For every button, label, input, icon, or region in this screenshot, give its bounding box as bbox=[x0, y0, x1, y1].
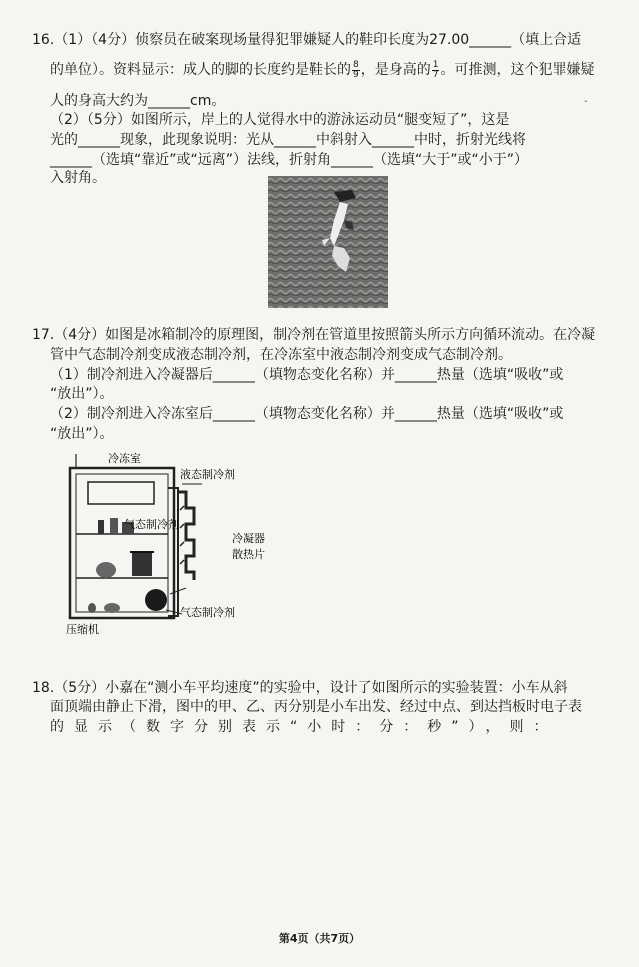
label-gas-refrigerant-top: 气态制冷剂 bbox=[124, 518, 179, 531]
q18-line2: 面顶端由静止下滑，图中的甲、乙、丙分别是小车出发、经过中点、到达挡板时电子表 bbox=[50, 699, 582, 715]
q16-line2 bbox=[50, 60, 594, 80]
q17-line5: （2）制冷剂进入冷冻室后______（填物态变化名称）并______热量（选填“吸收”或 bbox=[50, 406, 564, 422]
q16-line1: 16.（1）（4分）侦察员在破案现场量得犯罪嫌疑人的鞋印长度为27.00______（填上合适 bbox=[32, 32, 582, 48]
q16-line6: ______（选填“靠近”或“远离”）法线，折射角______（选填“大于”或“小于”） bbox=[50, 152, 529, 168]
label-gas-refrigerant-bottom: 气态制冷剂 bbox=[180, 606, 235, 619]
q16-line3: 人的身高大约为______cm。 bbox=[50, 93, 226, 109]
q16-line2-text-b: ，是身高的 bbox=[360, 62, 431, 78]
label-heat-sink: 散热片 bbox=[232, 548, 265, 561]
label-compressor: 压缩机 bbox=[66, 623, 99, 636]
q17-line1: 17.（4分）如图是冰箱制冷的原理图，制冷剂在管道里按照箭头所示方向循环流动。在冷凝 bbox=[32, 327, 596, 343]
label-freezer: 冷冻室 bbox=[108, 452, 141, 465]
q16-line7: 入射角。 bbox=[50, 170, 106, 186]
q16-line5: 光的______现象，此现象说明：光从______中斜射入______中时，折射光线将 bbox=[50, 132, 526, 148]
stray-mark: - bbox=[584, 96, 588, 107]
page-footer: 第4页（共7页） bbox=[278, 932, 361, 945]
q17-line2: 管中气态制冷剂变成液态制冷剂，在冷冻室中液态制冷剂变成气态制冷剂。 bbox=[50, 347, 512, 363]
q17-line3: （1）制冷剂进入冷凝器后______（填物态变化名称）并______热量（选填“吸收”或 bbox=[50, 367, 564, 383]
q18-line3: 的显示（数字分别表示“小时：分：秒”），则： bbox=[50, 719, 558, 735]
q16-line4: （2）（5分）如图所示，岸上的人觉得水中的游泳运动员“腿变短了”，这是 bbox=[50, 112, 510, 128]
q18-line1: 18.（5分）小嘉在“测小车平均速度”的实验中，设计了如图所示的实验装置：小车从斜 bbox=[32, 680, 568, 696]
fridge-diagram bbox=[62, 448, 302, 638]
fraction-1-7: $\frac{1}{7}$ bbox=[432, 59, 439, 80]
q17-line6: “放出”）。 bbox=[50, 426, 114, 442]
label-condenser: 冷凝器 bbox=[232, 532, 265, 545]
q16-line2-text-c: 。可推测，这个犯罪嫌疑 bbox=[440, 62, 595, 78]
label-liquid-refrigerant: 液态制冷剂 bbox=[180, 468, 235, 481]
q16-line2-text-a: 的单位）。资料显示：成人的脚的长度约是鞋长的 bbox=[50, 62, 351, 78]
swimmer-photo bbox=[268, 176, 388, 308]
q17-line4: “放出”）。 bbox=[50, 386, 114, 402]
fraction-8-9: $\frac{8}{9}$ bbox=[353, 59, 359, 80]
